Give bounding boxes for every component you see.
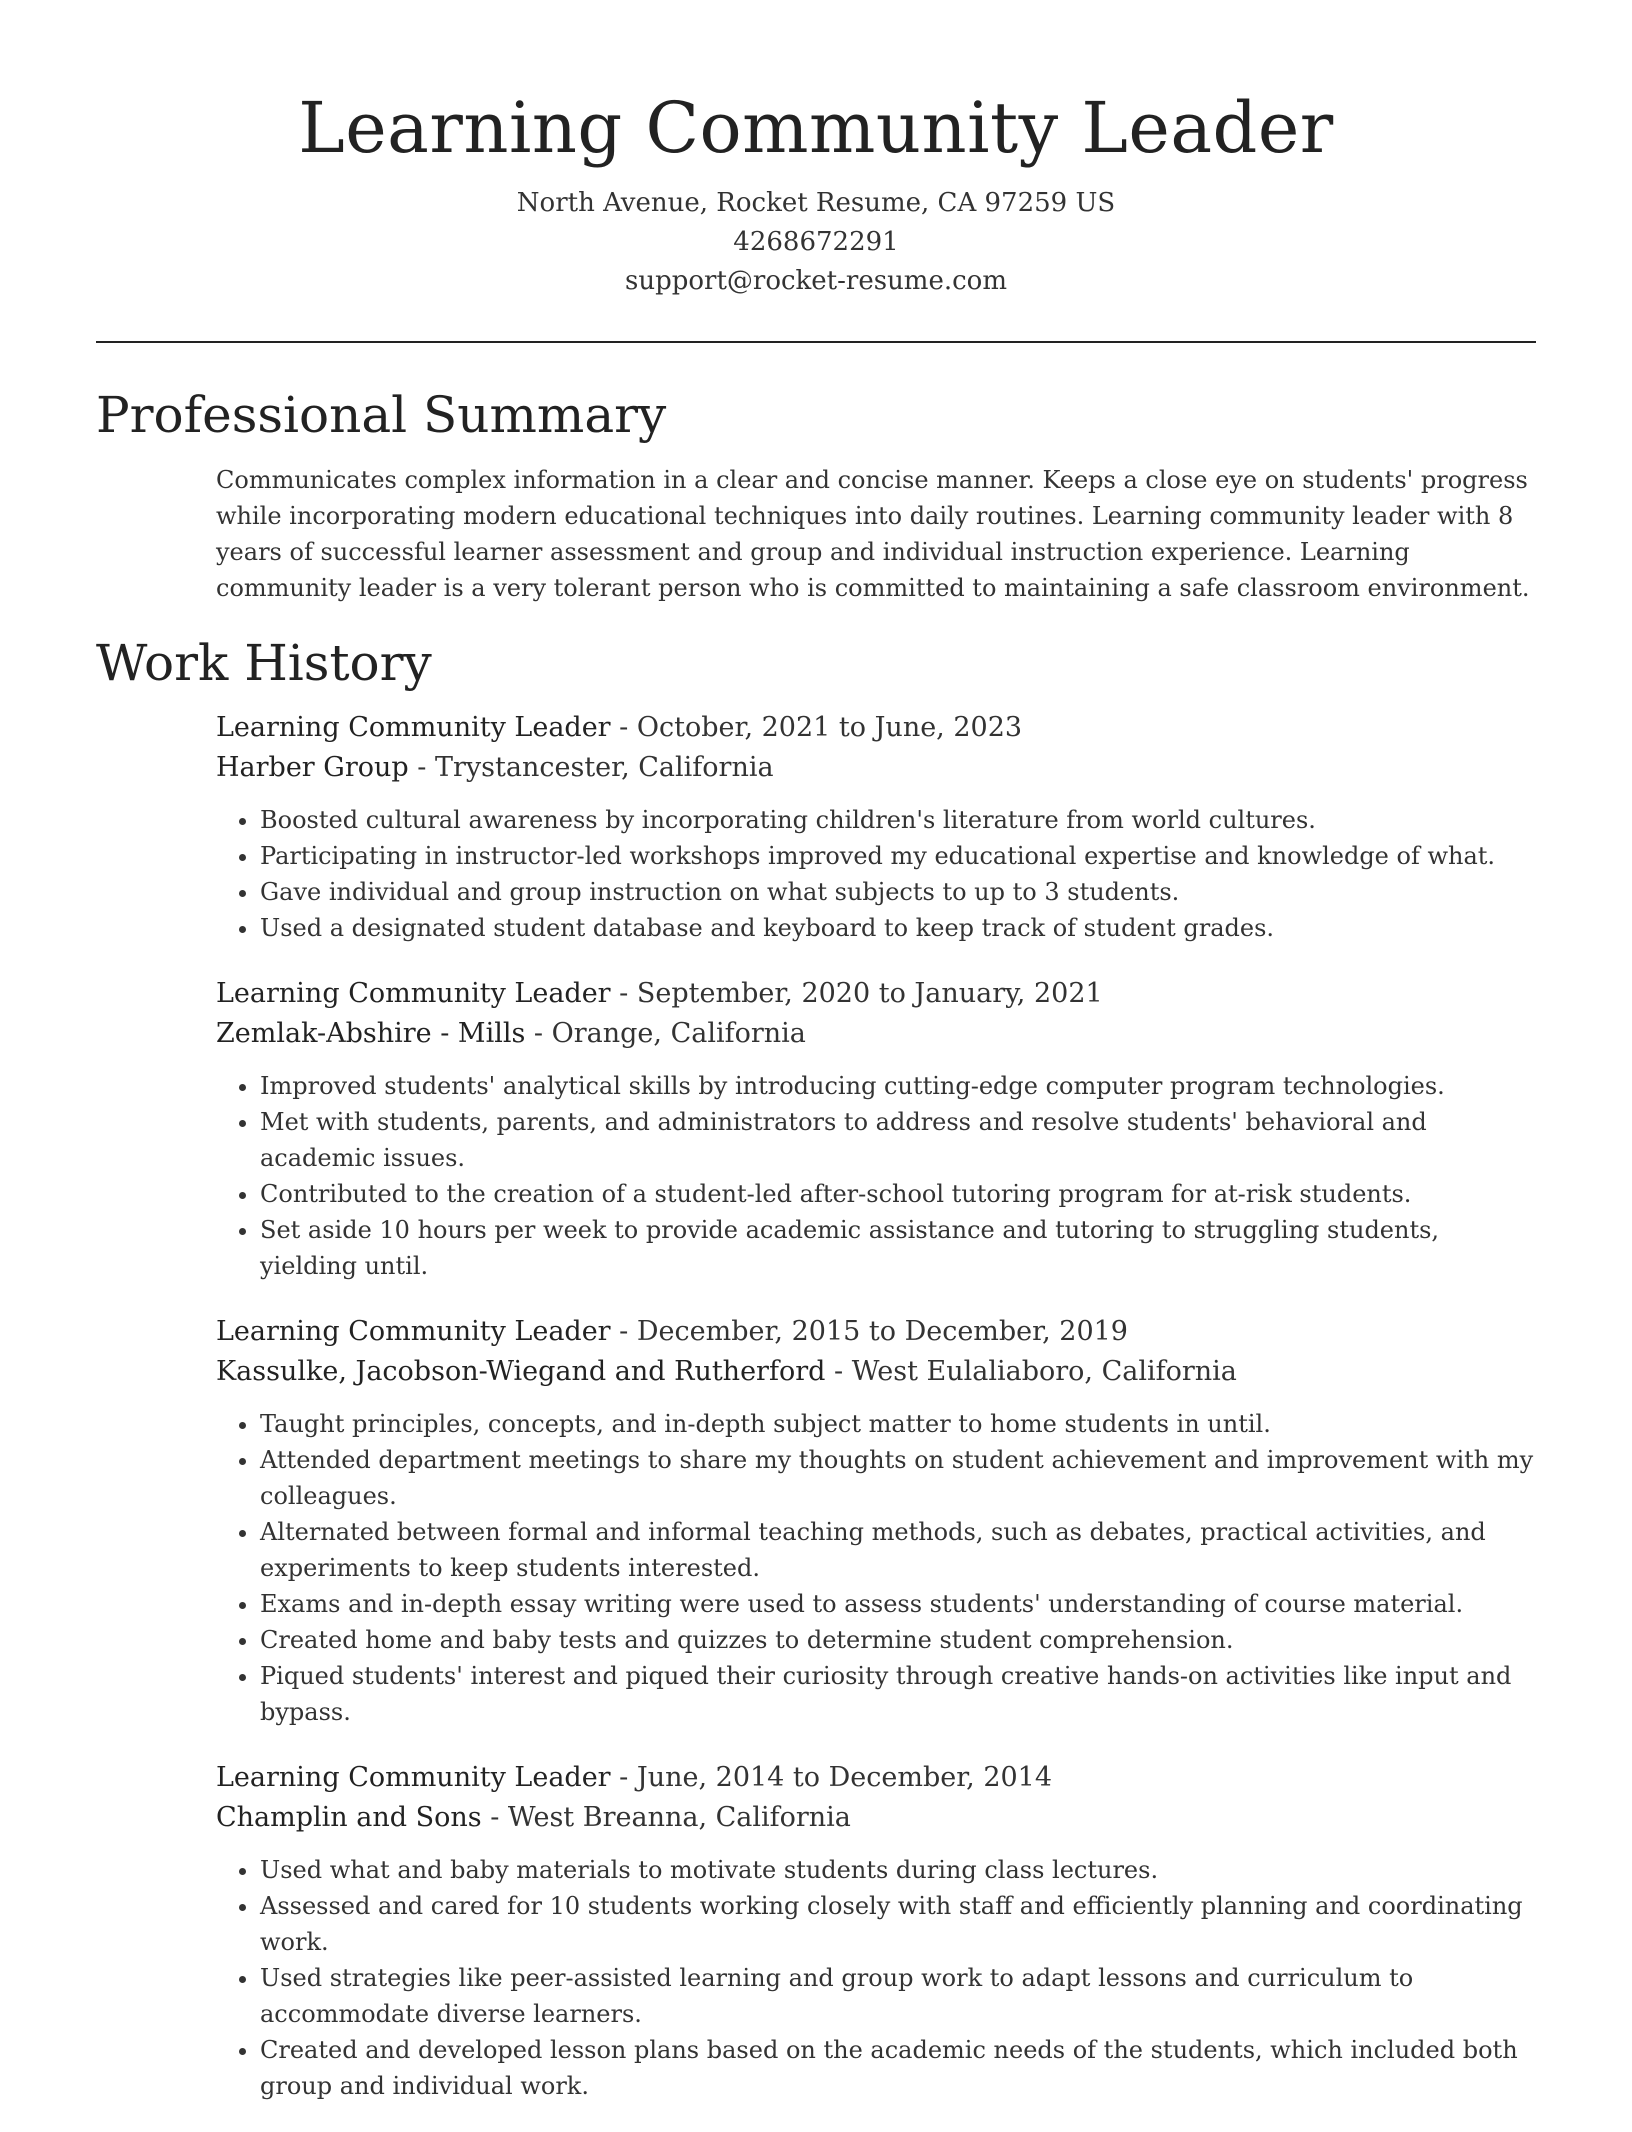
job-company-line: Harber Group - Trystancester, California — [216, 752, 774, 783]
list-item: • Used strategies like peer-assisted learning and group work to adapt lessons and curriculum to accommodate diverse learners. — [260, 1960, 1536, 2032]
job-company: Kassulke, Jacobson-Wiegand and Rutherford — [216, 1356, 826, 1387]
list-item: • Used a designated student database and keyboard to keep track of student grades. — [260, 910, 1536, 946]
list-item: • Created home and baby tests and quizzes to determine student comprehension. — [260, 1622, 1536, 1658]
job-company: Zemlak-Abshire - Mills — [216, 1018, 526, 1049]
job-entry — [216, 1312, 1536, 1730]
job-title-line: Learning Community Leader - June, 2014 to December, 2014 — [216, 1762, 1053, 1793]
job-bullets — [216, 1852, 1536, 2104]
job-location: West Breanna, California — [507, 1802, 851, 1833]
list-item: • Created and developed lesson plans based on the academic needs of the students, which included both group and individual work. — [260, 2032, 1536, 2104]
resume-header — [0, 0, 1632, 301]
job-dates: September, 2020 to January, 2021 — [636, 978, 1103, 1009]
list-item: • Set aside 10 hours per week to provide academic assistance and tutoring to struggling students, yielding until. — [260, 1212, 1536, 1284]
job-title-line: Learning Community Leader - October, 2021 to June, 2023 — [216, 712, 1023, 743]
job-entry — [216, 1758, 1536, 2104]
job-bullets — [216, 802, 1536, 946]
list-item: • Contributed to the creation of a student-led after-school tutoring program for at-risk students. — [260, 1176, 1536, 1212]
email-text: support@rocket-resume.com — [624, 266, 1007, 296]
job-bullets — [216, 1406, 1536, 1730]
list-item: • Gave individual and group instruction on what subjects to up to 3 students. — [260, 874, 1536, 910]
job-title-line: Learning Community Leader - September, 2020 to January, 2021 — [216, 978, 1103, 1009]
job-entry — [216, 708, 1536, 946]
job-location: West Eulaliaboro, California — [851, 1356, 1237, 1387]
job-company-line: Champlin and Sons - West Breanna, California — [216, 1802, 851, 1833]
job-title: Learning Community Leader — [216, 712, 611, 743]
job-title-line: Learning Community Leader - December, 2015 to December, 2019 — [216, 1316, 1128, 1347]
list-item: • Boosted cultural awareness by incorporating children's literature from world cultures. — [260, 802, 1536, 838]
job-company-line: Zemlak-Abshire - Mills - Orange, California — [216, 1018, 806, 1049]
candidate-name: Learning Community Leader — [298, 87, 1334, 169]
list-item: • Participating in instructor-led workshops improved my educational expertise and knowledge of what. — [260, 838, 1536, 874]
job-company-line: Kassulke, Jacobson-Wiegand and Rutherford - West Eulaliaboro, California — [216, 1356, 1237, 1387]
job-dates: June, 2014 to December, 2014 — [636, 1762, 1053, 1793]
list-item: • Met with students, parents, and administrators to address and resolve students' behavioral and academic issues. — [260, 1104, 1536, 1176]
job-company: Harber Group — [216, 752, 409, 783]
list-item: • Assessed and cared for 10 students working closely with staff and efficiently planning and coordinating work. — [260, 1888, 1536, 1960]
work-history-list — [216, 708, 1536, 2132]
job-entry — [216, 974, 1536, 1284]
job-title: Learning Community Leader — [216, 978, 611, 1009]
list-item: • Used what and baby materials to motivate students during class lectures. — [260, 1852, 1536, 1888]
job-title: Learning Community Leader — [216, 1316, 611, 1347]
list-item: • Piqued students' interest and piqued their curiosity through creative hands-on activities like input and bypass. — [260, 1658, 1536, 1730]
summary-text: Communicates complex information in a clear and concise manner. Keeps a close eye on students' progress while incorporating modern educational techniques into daily routines. Learning community leader with 8 years of successful learner assessment and group and individual instruction experience. Learning community leader is a very tolerant person who is committed to maintaining a safe classroom environment. — [216, 466, 1530, 602]
job-company: Champlin and Sons — [216, 1802, 482, 1833]
phone-text: 4268672291 — [733, 227, 899, 257]
job-dates: December, 2015 to December, 2019 — [636, 1316, 1128, 1347]
header-divider — [96, 341, 1536, 343]
work-history-heading: Work History — [96, 634, 432, 692]
contact-block — [0, 184, 1632, 301]
list-item: • Improved students' analytical skills by introducing cutting-edge computer program technologies. — [260, 1068, 1536, 1104]
list-item: • Exams and in-depth essay writing were used to assess students' understanding of course material. — [260, 1586, 1536, 1622]
summary-heading: Professional Summary — [96, 386, 667, 444]
job-location: Trystancester, California — [435, 752, 774, 783]
list-item: • Taught principles, concepts, and in-depth subject matter to home students in until. — [260, 1406, 1536, 1442]
list-item: • Attended department meetings to share my thoughts on student achievement and improvement with my colleagues. — [260, 1442, 1536, 1514]
job-title: Learning Community Leader — [216, 1762, 611, 1793]
job-dates: October, 2021 to June, 2023 — [636, 712, 1023, 743]
address-text: North Avenue, Rocket Resume, CA 97259 US — [516, 188, 1116, 218]
job-bullets — [216, 1068, 1536, 1284]
list-item: • Alternated between formal and informal teaching methods, such as debates, practical activities, and experiments to keep students interested. — [260, 1514, 1536, 1586]
job-location: Orange, California — [551, 1018, 806, 1049]
